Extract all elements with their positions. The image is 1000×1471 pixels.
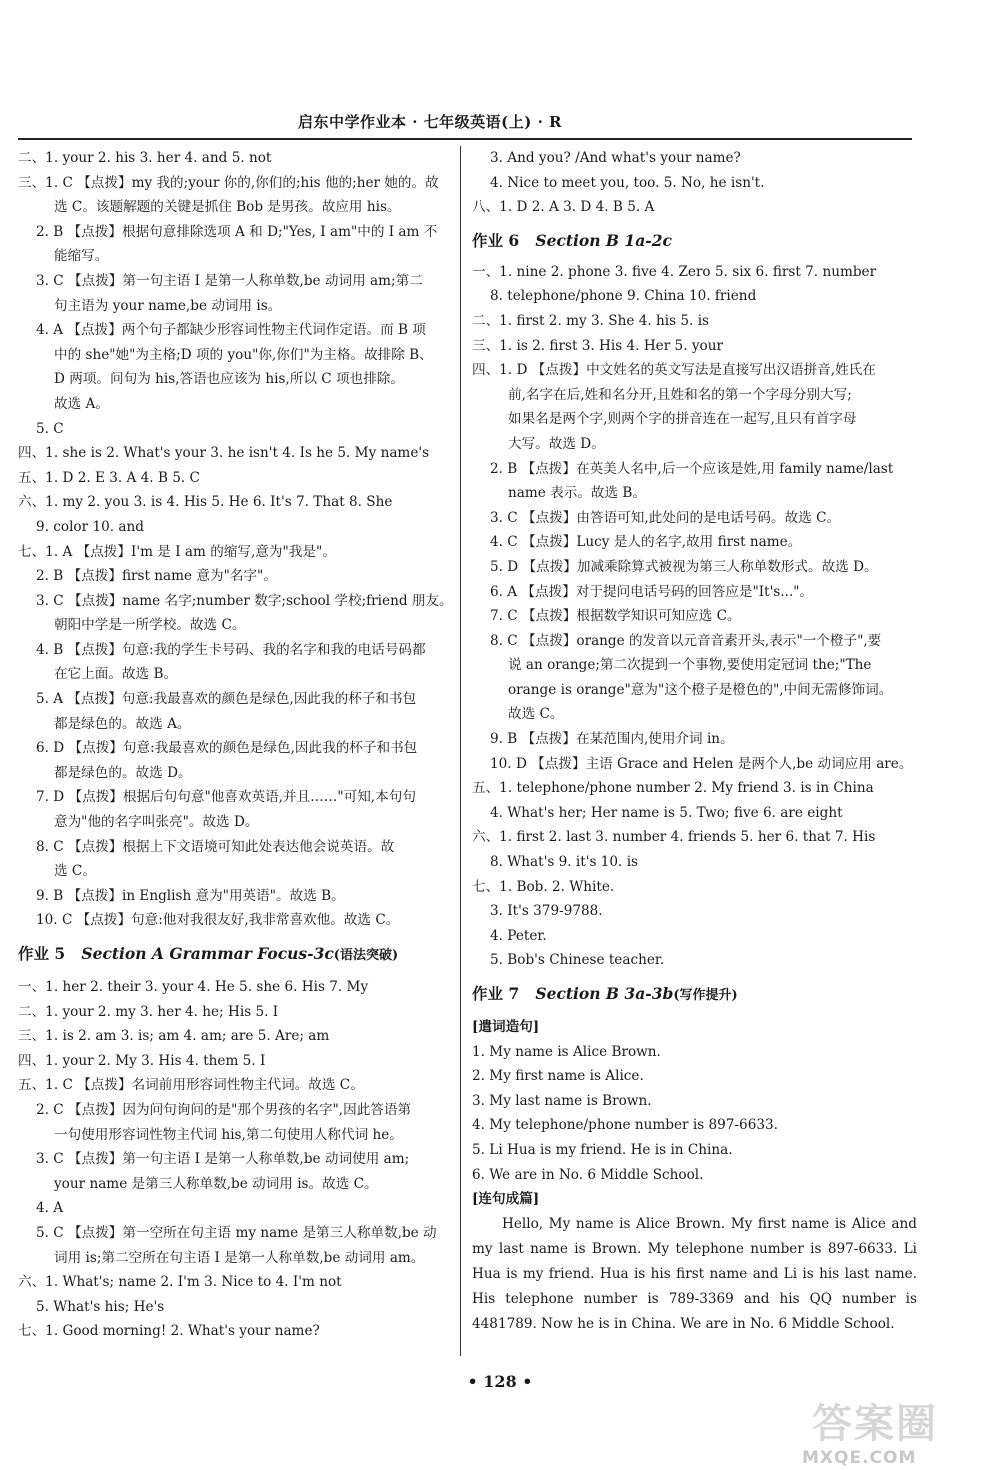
answer-line: 二、1. your 2. my 3. her 4. he; His 5. I [18, 1003, 279, 1020]
answer-line: orange is orange"意为"这个橙子是橙色的",中间无需修饰词。 [508, 681, 893, 698]
model-essay: Hello, My name is Alice Brown. My first name is Alice and my last name is Brown. My telephone number is 897-6633. Li Hua is my friend. Hua is his first name and Li is his last name. His telephone number is 789-3369 and his QQ number is 4481789. Now he is in China. We are in No. 6 Middle School. [472, 1215, 917, 1332]
answer-line: 5. Bob's Chinese teacher. [490, 952, 665, 969]
answer-line: 大写。故选 D。 [508, 435, 605, 452]
answer-line: 8. C 【点拨】根据上下文语境可知此处表达他会说英语。故 [36, 838, 395, 855]
answer-line: 五、1. C 【点拨】名词前用形容词性物主代词。故选 C。 [18, 1077, 364, 1094]
answer-line: 三、1. is 2. first 3. His 4. Her 5. your [472, 337, 723, 354]
column-divider [460, 146, 461, 1356]
answer-line: 五、1. D 2. E 3. A 4. B 5. C [18, 469, 200, 486]
answer-line: 三、1. C 【点拨】my 我的;your 你的,你们的;his 他的;her 她的。故 [18, 174, 439, 191]
answer-line: 词用 is;第二空所在句主语 I 是第一人称单数,be 动词用 am。 [54, 1249, 425, 1266]
answer-line: 8. telephone/phone 9. China 10. friend [490, 288, 757, 305]
subheading-paragraph: [连句成篇] [472, 1191, 540, 1208]
answer-line: 7. C 【点拨】根据数学知识可知应选 C。 [490, 608, 741, 625]
answer-line: 选 C。该题解题的关键是抓住 Bob 是男孩。故应用 his。 [54, 199, 401, 216]
section-heading-6 [472, 226, 917, 256]
answer-line: 五、1. telephone/phone number 2. My friend 3. is in China [472, 780, 874, 797]
answer-line: 三、1. is 2. am 3. is; am 4. am; are 5. Are; am [18, 1028, 330, 1045]
answer-line: 2. My first name is Alice. [472, 1068, 644, 1085]
answer-line: 10. D 【点拨】主语 Grace and Helen 是两个人,be 动词应用 are。 [490, 755, 913, 772]
answer-line: 4. B 【点拨】句意:我的学生卡号码、我的名字和我的电话号码都 [36, 641, 426, 658]
answer-line: 2. B 【点拨】根据句意排除选项 A 和 D;"Yes, I am"中的 I am 不 [36, 223, 438, 240]
answer-line: 8. C 【点拨】orange 的发音以元音音素开头,表示"一个橙子",要 [490, 632, 882, 649]
answer-list-part5 [18, 975, 450, 1344]
answer-line: 七、1. Good morning! 2. What's your name? [18, 1323, 320, 1340]
answer-line: 5. What's his; He's [36, 1298, 165, 1315]
section-note: (语法突破) [333, 948, 399, 963]
answer-line: 6. We are in No. 6 Middle School. [472, 1166, 704, 1183]
section-title: Section B 1a-2c [535, 230, 672, 250]
answer-line: 前,名字在后,姓和名分开,且姓和名的第一个字母分别大写; [508, 386, 852, 403]
answer-list-part4 [18, 146, 453, 933]
section-title: Section B 3a-3b [535, 984, 674, 1003]
answer-line: 10. C 【点拨】句意:他对我很友好,我非常喜欢他。故选 C。 [36, 912, 400, 929]
answer-line: 朝阳中学是一所学校。故选 C。 [54, 617, 246, 634]
answer-line: your name 是第三人称单数,be 动词用 is。故选 C。 [54, 1175, 378, 1192]
answer-list-part6 [472, 260, 917, 973]
answer-line: 句主语为 your name,be 动词用 is。 [54, 297, 282, 314]
answer-line: 4. C 【点拨】Lucy 是人的名字,故用 first name。 [490, 534, 802, 551]
page-header [18, 108, 912, 140]
sentence-list [472, 1040, 917, 1188]
section-number: 作业 6 [472, 230, 520, 250]
answer-line: 六、1. my 2. you 3. is 4. His 5. He 6. It's 7. That 8. She [18, 494, 393, 511]
answer-line: 9. color 10. and [36, 518, 144, 535]
answer-line: 3. C 【点拨】第一句主语 I 是第一人称单数,be 动词用 am;第二 [36, 272, 423, 289]
answer-line: 5. A 【点拨】句意:我最喜欢的颜色是绿色,因此我的杯子和书包 [36, 691, 417, 708]
answer-line: 8. What's 9. it's 10. is [490, 854, 639, 871]
section-heading-7 [472, 979, 917, 1011]
answer-line: 1. My name is Alice Brown. [472, 1043, 661, 1060]
answer-line: 八、1. D 2. A 3. D 4. B 5. A [472, 199, 655, 216]
answer-line: 故选 A。 [54, 395, 109, 412]
answer-line: 能缩写。 [54, 248, 109, 265]
watermark-logo: 答案圈 [812, 1401, 938, 1447]
answer-line: 四、1. your 2. My 3. His 4. them 5. I [18, 1052, 266, 1069]
answer-line: 3. C 【点拨】第一句主语 I 是第一人称单数,be 动词使用 am; [36, 1151, 410, 1168]
answer-line: 四、1. D 【点拨】中文姓名的英文写法是直接写出汉语拼音,姓氏在 [472, 362, 876, 379]
answer-line: 意为"他的名字叫张亮"。故选 D。 [54, 814, 259, 831]
answer-line: 六、1. first 2. last 3. number 4. friends 5. her 6. that 7. His [472, 829, 876, 846]
answer-line: 7. D 【点拨】根据后句句意"他喜欢英语,并且……"可知,本句句 [36, 789, 416, 806]
answer-line: 3. C 【点拨】由答语可知,此处问的是电话号码。故选 C。 [490, 509, 841, 526]
answer-line: 9. B 【点拨】在某范围内,使用介词 in。 [490, 731, 734, 748]
answer-line: 5. C [36, 420, 64, 437]
answer-line: 七、1. A 【点拨】I'm 是 I am 的缩写,意为"我是"。 [18, 543, 336, 560]
answer-line: 4. Nice to meet you, too. 5. No, he isn't. [490, 174, 765, 191]
section-note: (写作提升) [673, 988, 738, 1003]
answer-line: 四、1. she is 2. What's your 3. he isn't 4. Is he 5. My name's [18, 445, 430, 462]
answer-line: 4. A [36, 1200, 64, 1217]
answer-line: 六、1. What's; name 2. I'm 3. Nice to 4. I'm not [18, 1274, 342, 1291]
answer-line: 在它上面。故选 B。 [54, 666, 178, 683]
left-column [18, 146, 453, 1344]
watermark [802, 1392, 972, 1468]
answer-line: 5. D 【点拨】加减乘除算式被视为第三人称单数形式。故选 D。 [490, 558, 878, 575]
section-number: 作业 7 [472, 984, 520, 1003]
answer-line: 3. It's 379-9788. [490, 903, 603, 920]
answer-line: 4. My telephone/phone number is 897-6633. [472, 1117, 778, 1134]
answer-line: 2. B 【点拨】first name 意为"名字"。 [36, 568, 277, 585]
answer-line: 中的 she"她"为主格;D 项的 you"你,你们"为主格。故排除 B、 [54, 346, 433, 363]
answer-line: 6. D 【点拨】句意:我最喜欢的颜色是绿色,因此我的杯子和书包 [36, 740, 418, 757]
answer-line: 一、1. nine 2. phone 3. five 4. Zero 5. six 6. first 7. number [472, 263, 877, 280]
page-number: • 128 • [467, 1372, 533, 1391]
answer-line: 2. B 【点拨】在英美人名中,后一个应该是姓,用 family name/last [490, 460, 894, 477]
answer-list-part5-cont [472, 146, 917, 220]
answer-line: 3. C 【点拨】name 名字;number 数字;school 学校;friend 朋友。 [36, 592, 453, 609]
answer-line: 二、1. your 2. his 3. her 4. and 5. not [18, 150, 272, 166]
answer-line: D 两项。问句为 his,答语也应该为 his,所以 C 项也排除。 [54, 371, 404, 388]
section-number: 作业 5 [18, 944, 66, 963]
subheading-word-sentence: [遣词造句] [472, 1019, 540, 1035]
answer-line: 都是绿色的。故选 A。 [54, 715, 191, 732]
section-title: Section A Grammar Focus-3c [81, 944, 334, 963]
answer-line: name 表示。故选 B。 [508, 485, 646, 502]
answer-line: 3. And you? /And what's your name? [490, 150, 741, 166]
answer-line: 故选 C。 [508, 706, 564, 723]
answer-line: 二、1. first 2. my 3. She 4. his 5. is [472, 312, 710, 329]
answer-line: 3. My last name is Brown. [472, 1092, 652, 1109]
answer-line: 9. B 【点拨】in English 意为"用英语"。故选 B。 [36, 887, 345, 904]
answer-line: 七、1. Bob. 2. White. [472, 878, 615, 895]
answer-line: 选 C。 [54, 863, 96, 880]
answer-line: 5. C 【点拨】第一空所在句主语 my name 是第三人称单数,be 动 [36, 1224, 437, 1241]
answer-line: 一、1. her 2. their 3. your 4. He 5. she 6. His 7. My [18, 979, 369, 995]
section-heading-5 [18, 939, 450, 971]
answer-line: 一句使用形容词性物主代词 his,第二句使用人称代词 he。 [54, 1126, 403, 1143]
answer-line: 2. C 【点拨】因为问句询问的是"那个男孩的名字",因此答语第 [36, 1101, 412, 1118]
answer-line: 都是绿色的。故选 D。 [54, 764, 192, 781]
header-title: 启东中学作业本 · 七年级英语(上) · R [298, 113, 562, 131]
answer-line: 5. Li Hua is my friend. He is in China. [472, 1141, 733, 1158]
watermark-text: MXQE.COM [802, 1448, 917, 1468]
answer-line: 4. A 【点拨】两个句子都缺少形容词性物主代词作定语。而 B 项 [36, 322, 426, 339]
answer-line: 6. A 【点拨】对于提问电话号码的回答应是"It's..."。 [490, 583, 814, 600]
answer-line: 说 an orange;第二次提到一个事物,要使用定冠词 the;"The [508, 657, 872, 674]
right-column [472, 146, 917, 1337]
answer-line: 4. Peter. [490, 927, 547, 944]
answer-line: 如果名是两个字,则两个字的拼音连在一起写,且只有首字母 [508, 411, 857, 428]
answer-line: 4. What's her; Her name is 5. Two; five 6. are eight [490, 804, 843, 821]
